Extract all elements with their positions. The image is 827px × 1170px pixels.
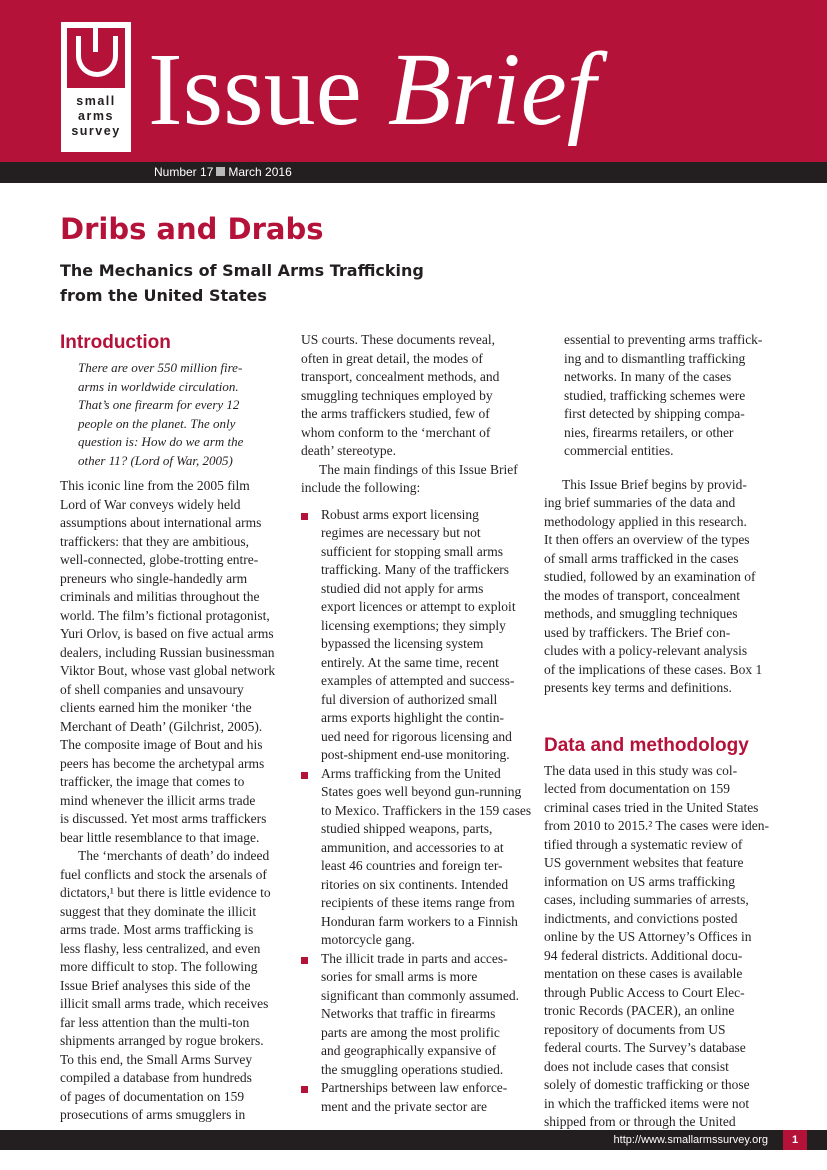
text-line: ued need for rigorous licensing and [321, 728, 512, 744]
text-line: trafficking. Many of the traffickers [321, 562, 510, 577]
page-number: 1 [783, 1130, 807, 1150]
text-line: export licences or attempt to exploit [321, 599, 516, 614]
text-line: To this end, the Small Arms Survey [60, 1051, 253, 1067]
text-line: death’ stereotype. [301, 443, 396, 458]
text-line: There are over 550 million fire- [78, 360, 243, 375]
text-line: arms exports highlight the contin- [321, 710, 504, 725]
text-line: examples of attempted and success- [321, 673, 515, 688]
text-line: US government websites that feature [544, 855, 744, 870]
issue-info-bar [0, 162, 827, 183]
text-line: That’s one firearm for every 12 [78, 397, 240, 412]
text-line: often in great detail, the modes of [301, 350, 483, 366]
text-line: shipped from or through the United [544, 1114, 736, 1129]
paragraph [301, 331, 527, 461]
text-line: studied, followed by an examination of [544, 569, 756, 584]
text-line: Robust arms export licensing [321, 506, 479, 522]
text-line: dealers, including Russian businessman [60, 644, 275, 660]
text-line: far less attention than the multi-ton [60, 1014, 250, 1030]
text-line: preneurs who single-handedly arm [60, 570, 248, 586]
text-line: shipments arranged by rogue brokers. [60, 1033, 264, 1048]
subtitle-line: from the United States [60, 286, 267, 305]
text-line: Issue Brief analyses this side of the [60, 977, 251, 993]
section-heading-introduction: Introduction [60, 332, 171, 353]
text-line: significant than commonly assumed. [321, 987, 519, 1003]
text-line: States goes well beyond gun-running [321, 784, 522, 799]
section-heading-data-methodology: Data and methodology [544, 734, 749, 756]
text-line: trafficker, the image that comes to [60, 774, 245, 789]
text-line: from 2010 to 2015.² The cases were iden- [544, 818, 769, 833]
text-line: Partnerships between law enforce- [321, 1080, 508, 1095]
text-line: traffickers: that they are ambitious, [60, 533, 250, 549]
text-line: information on US arms trafficking [544, 873, 735, 889]
text-line: of pages of documentation on 159 [60, 1088, 245, 1104]
subtitle-line: The Mechanics of Small Arms Trafficking [60, 261, 424, 280]
text-line: sories for small arms is more [321, 969, 478, 984]
text-line: mind whenever the illicit arms trade [60, 792, 256, 808]
text-line: does not include cases that consist [544, 1058, 729, 1074]
list-item [301, 506, 527, 765]
text-line: to Mexico. Traffickers in the 159 cases [321, 802, 532, 818]
text-line: indictments, and convictions posted [544, 910, 738, 926]
text-line: commercial entities. [564, 443, 674, 458]
text-line: least 46 countries and foreign ter- [321, 858, 503, 873]
text-line: nies, firearms retailers, or other [564, 424, 734, 440]
text-line: criminals and militias throughout the [60, 589, 260, 604]
text-line: and geographically expansive of [321, 1043, 497, 1058]
text-line: motorcycle gang. [321, 932, 415, 947]
text-line: peers has become the archetypal arms [60, 755, 265, 771]
findings-list [301, 506, 532, 1117]
text-line: world. The film’s fictional protagonist, [60, 607, 270, 623]
text-line: fuel conflicts and stock the arsenals of [60, 866, 267, 882]
text-line: tified through a systematic review of [544, 836, 743, 852]
logo-line: small [76, 94, 116, 108]
small-arms-survey-logo [61, 22, 131, 152]
text-line: repository of documents from US [544, 1021, 726, 1037]
text-line: The main findings of this Issue Brief [319, 461, 518, 477]
paragraph [60, 847, 286, 1125]
text-line: studied did not apply for arms [321, 580, 484, 596]
paragraph [544, 762, 770, 1132]
text-line: bear little resemblance to that image. [60, 829, 260, 845]
text-line: This Issue Brief begins by provid- [562, 476, 747, 492]
text-line: assumptions about international arms [60, 515, 262, 530]
text-line: presents key terms and definitions. [544, 680, 732, 695]
text-line: the modes of transport, concealment [544, 587, 741, 603]
text-line: arms in worldwide circulation. [78, 378, 239, 394]
text-line: ment and the private sector are [321, 1098, 488, 1114]
text-line: US courts. These documents reveal, [301, 332, 495, 347]
masthead [0, 0, 827, 162]
text-line: This iconic line from the 2005 film [60, 478, 250, 493]
text-line: of small arms trafficked in the cases [544, 550, 739, 566]
logo-mark-icon [67, 28, 125, 88]
text-line: studied shipped weapons, parts, [321, 821, 493, 836]
column-3 [544, 331, 770, 1132]
footer-url-link[interactable]: http://www.smallarmssurvey.org [613, 1134, 768, 1146]
text-line: bypassed the licensing system [321, 636, 484, 651]
text-line: methods, and smuggling techniques [544, 606, 738, 621]
text-line: transport, concealment methods, and [301, 369, 500, 384]
list-item [301, 950, 527, 1080]
epigraph [60, 359, 286, 470]
text-line: licensing exemptions; they simply [321, 617, 506, 633]
issue-number: Number 17 [154, 165, 214, 179]
text-line: other 11? (Lord of War, 2005) [78, 452, 233, 468]
text-line: of shell companies and unsavoury [60, 681, 244, 697]
text-line: ing and to dismantling trafficking [564, 350, 746, 366]
wordmark-issue: Issue [148, 32, 362, 147]
page-subtitle [60, 258, 424, 308]
text-line: solely of domestic trafficking or those [544, 1077, 750, 1092]
text-line: post-shipment end-use monitoring. [321, 747, 510, 762]
issue-date: March 2016 [228, 165, 292, 179]
text-line: include the following: [301, 480, 421, 495]
text-line: lected from documentation on 159 [544, 781, 730, 796]
text-line: networks. In many of the cases [564, 369, 732, 384]
logo-line: survey [71, 124, 121, 138]
text-line: the arms traffickers studied, few of [301, 406, 490, 421]
text-line: Yuri Orlov, is based on five actual arms [60, 626, 274, 641]
column-2 [301, 331, 532, 1116]
square-separator-icon [216, 167, 225, 176]
page-title: Dribs and Drabs [60, 212, 324, 246]
text-line: The ‘merchants of death’ do indeed [78, 848, 270, 863]
paragraph [544, 331, 770, 461]
text-line: 94 federal districts. Additional docu- [544, 947, 743, 963]
text-line: essential to preventing arms traffick- [564, 332, 763, 347]
text-line: suggest that they dominate the illicit [60, 903, 257, 919]
text-line: cludes with a policy-relevant analysis [544, 643, 748, 658]
text-line: question is: How do we arm the [78, 434, 244, 449]
text-line: compiled a database from hundreds [60, 1070, 252, 1085]
footer-bar [0, 1130, 827, 1150]
text-line: through Public Access to Court Elec- [544, 984, 745, 1000]
text-line: tronic Records (PACER), an online [544, 1003, 735, 1018]
text-line: first detected by shipping compa- [564, 406, 745, 421]
text-line: methodology applied in this research. [544, 513, 747, 529]
wordmark-brief: Brief [387, 32, 596, 147]
logo-text [61, 94, 131, 139]
text-line: Merchant of Death’ (Gilchrist, 2005). [60, 718, 263, 734]
text-line: well-connected, globe-trotting entre- [60, 552, 259, 567]
text-line: whom conform to the ‘merchant of [301, 424, 491, 440]
text-line: federal courts. The Survey’s database [544, 1040, 746, 1055]
text-line: online by the US Attorney’s Offices in [544, 929, 752, 944]
text-line: ritories on six continents. Intended [321, 876, 509, 892]
logo-line: arms [78, 109, 114, 123]
text-line: Arms trafficking from the United [321, 765, 501, 781]
text-line: parts are among the most prolific [321, 1024, 500, 1040]
paragraph [544, 476, 770, 698]
text-line: ammunition, and accessories to at [321, 839, 504, 855]
text-line: criminal cases tried in the United States [544, 799, 759, 815]
text-line: sufficient for stopping small arms [321, 543, 503, 559]
text-line: cases, including summaries of arrests, [544, 892, 749, 907]
paragraph [301, 461, 527, 498]
paragraph [60, 477, 286, 847]
text-line: Honduran farm workers to a Finnish [321, 913, 518, 929]
text-line: mentation on these cases is available [544, 966, 743, 981]
text-line: The composite image of Bout and his [60, 737, 263, 752]
text-line: ing brief summaries of the data and [544, 495, 736, 510]
list-item [301, 1079, 527, 1116]
text-line: Lord of War conveys widely held [60, 496, 241, 512]
text-line: the smuggling operations studied. [321, 1061, 504, 1077]
text-line: entirely. At the same time, recent [321, 654, 499, 670]
text-line: illicit small arms trade, which receives [60, 996, 269, 1011]
text-line: used by traffickers. The Brief con- [544, 624, 731, 640]
text-line: regimes are necessary but not [321, 525, 481, 540]
text-line: less flashy, less centralized, and even [60, 940, 261, 956]
text-line: It then offers an overview of the types [544, 532, 750, 547]
text-line: of the implications of these cases. Box 1 [544, 661, 763, 677]
issue-brief-wordmark [148, 32, 596, 147]
text-line: arms trade. Most arms trafficking is [60, 922, 254, 937]
text-line: The illicit trade in parts and acces- [321, 950, 508, 966]
column-1 [60, 331, 286, 1125]
text-line: is discussed. Yet most arms traffickers [60, 811, 267, 826]
text-line: smuggling techniques employed by [301, 387, 493, 403]
text-line: The data used in this study was col- [544, 762, 738, 778]
text-line: clients earned him the moniker ‘the [60, 700, 252, 715]
text-line: ful diversion of authorized small [321, 691, 498, 707]
text-line: recipients of these items range from [321, 895, 515, 910]
text-line: Networks that traffic in firearms [321, 1006, 496, 1021]
text-line: people on the planet. The only [78, 415, 236, 431]
text-line: prosecutions of arms smugglers in [60, 1107, 246, 1122]
text-line: in which the trafficked items were not [544, 1095, 750, 1111]
text-line: dictators,¹ but there is little evidence to [60, 885, 271, 900]
text-line: studied, trafficking schemes were [564, 387, 746, 403]
text-line: Viktor Bout, whose vast global network [60, 663, 276, 678]
list-item [301, 765, 532, 950]
text-line: more difficult to stop. The following [60, 959, 258, 974]
